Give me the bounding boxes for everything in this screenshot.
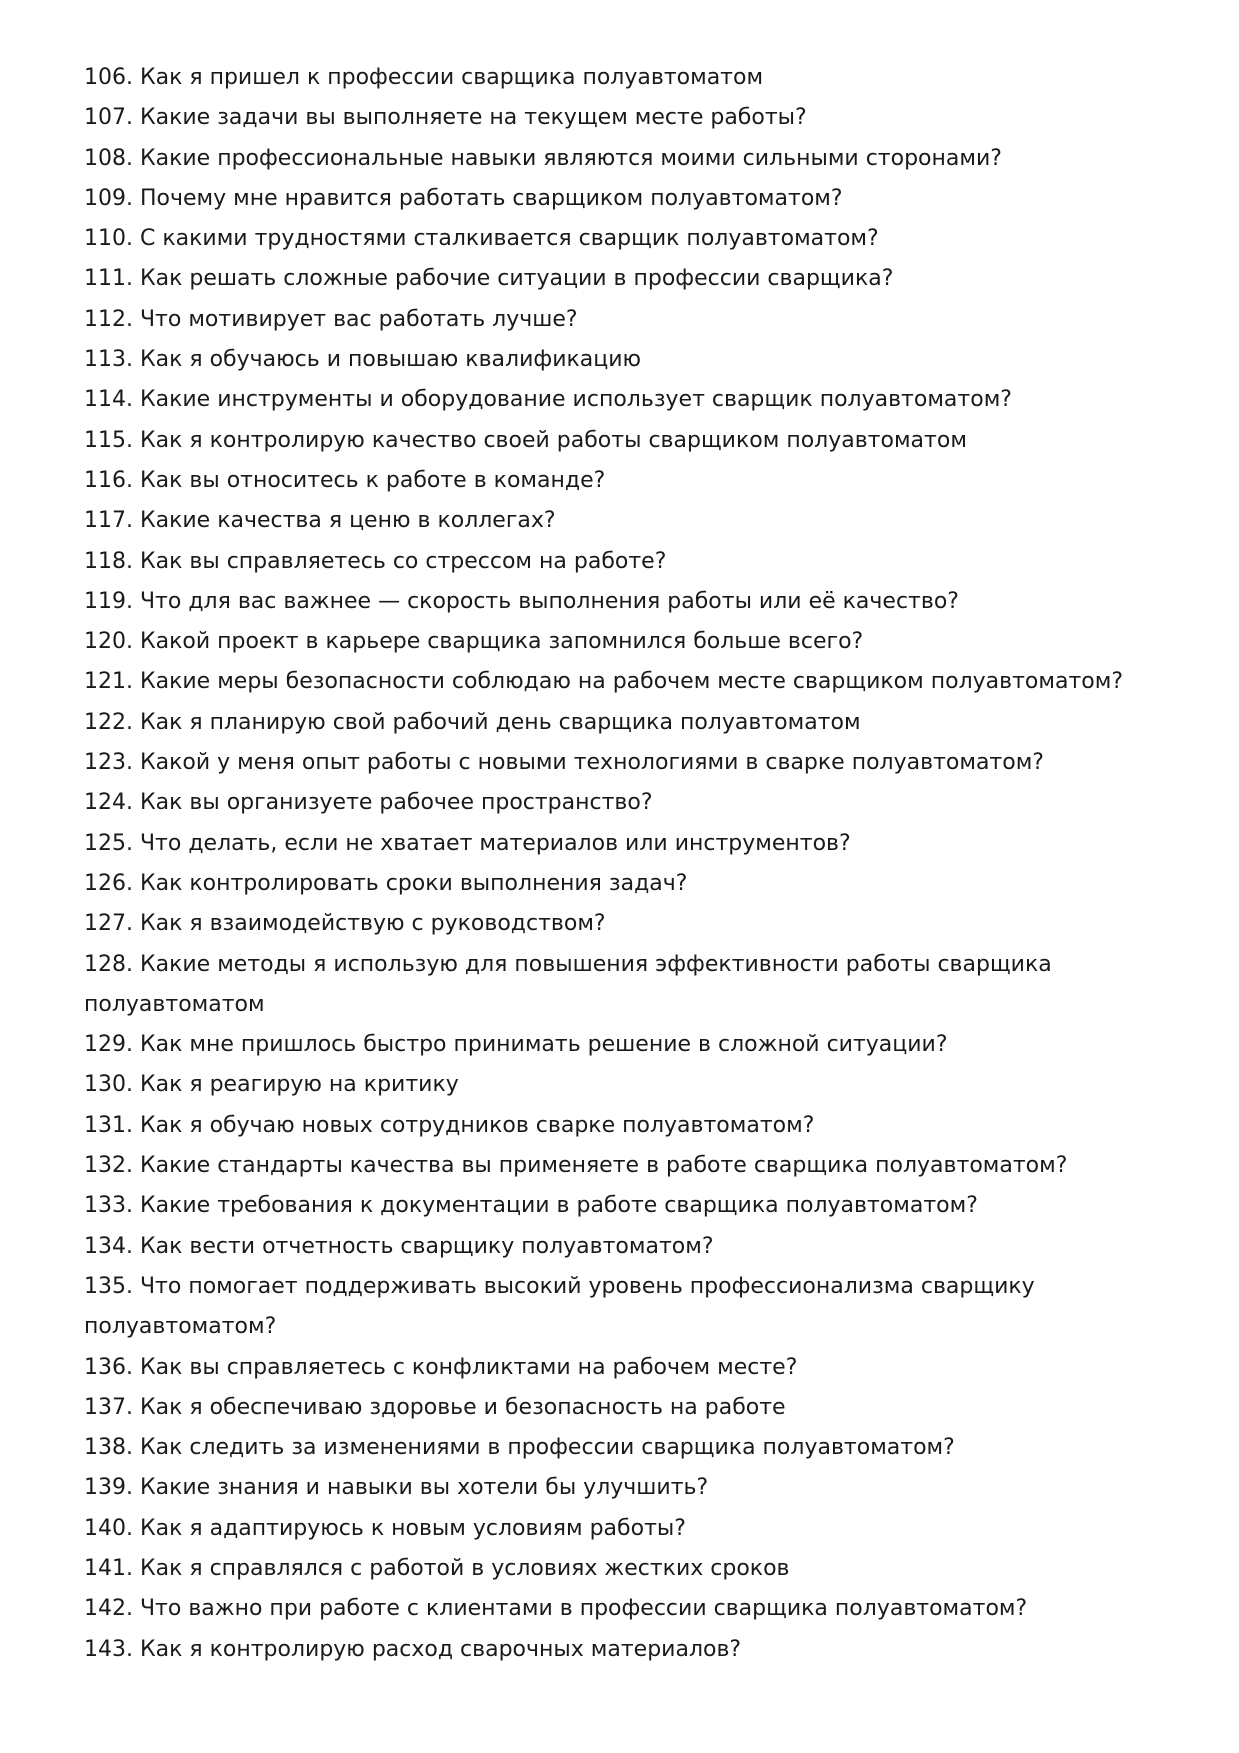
- question-item: 121. Какие меры безопасности соблюдаю на рабочем месте сварщиком полуавтоматом?: [84, 669, 1123, 695]
- question-list: [84, 58, 1174, 1670]
- question-item: 128. Какие методы я использую для повышения эффективности работы сварщика полуавтоматом: [84, 951, 1052, 1017]
- question-item: 117. Какие качества я ценю в коллегах?: [84, 508, 556, 534]
- question-item: 139. Какие знания и навыки вы хотели бы улучшить?: [84, 1475, 709, 1501]
- question-item: 140. Как я адаптируюсь к новым условиям работы?: [84, 1515, 686, 1541]
- question-item: 111. Как решать сложные рабочие ситуации в профессии сварщика?: [84, 266, 894, 292]
- question-item: 133. Какие требования к документации в работе сварщика полуавтоматом?: [84, 1193, 978, 1219]
- question-item: 135. Что помогает поддерживать высокий уровень профессионализма сварщику полуавтоматом?: [84, 1273, 1035, 1340]
- question-item: 126. Как контролировать сроки выполнения задач?: [84, 870, 688, 896]
- question-item: 109. Почему мне нравится работать сварщиком полуавтоматом?: [84, 185, 843, 211]
- question-item: 116. Как вы относитесь к работе в команде?: [84, 467, 606, 493]
- question-item: 114. Какие инструменты и оборудование использует сварщик полуавтоматом?: [84, 387, 1012, 413]
- question-item: 118. Как вы справляетесь со стрессом на работе?: [84, 548, 667, 574]
- question-item: 115. Как я контролирую качество своей работы сварщиком полуавтоматом: [84, 427, 967, 453]
- question-item: 142. Что важно при работе с клиентами в профессии сварщика полуавтоматом?: [84, 1596, 1028, 1622]
- question-item: 113. Как я обучаюсь и повышаю квалификацию: [84, 347, 642, 373]
- question-item: 122. Как я планирую свой рабочий день сварщика полуавтоматом: [84, 709, 861, 735]
- question-item: 134. Как вести отчетность сварщику полуавтоматом?: [84, 1233, 714, 1259]
- question-item: 141. Как я справлялся с работой в условиях жестких сроков: [84, 1555, 790, 1581]
- question-item: 131. Как я обучаю новых сотрудников сварке полуавтоматом?: [84, 1112, 815, 1138]
- question-item: 108. Какие профессиональные навыки являются моими сильными сторонами?: [84, 145, 1002, 171]
- question-item: 129. Как мне пришлось быстро принимать решение в сложной ситуации?: [84, 1032, 948, 1058]
- question-item: 120. Какой проект в карьере сварщика запомнился больше всего?: [84, 629, 864, 655]
- question-item: 123. Какой у меня опыт работы с новыми технологиями в сварке полуавтоматом?: [84, 750, 1044, 776]
- question-item: 112. Что мотивирует вас работать лучше?: [84, 306, 578, 332]
- document-page: [84, 58, 1174, 1670]
- question-item: 143. Как я контролирую расход сварочных материалов?: [84, 1636, 742, 1662]
- question-item: 130. Как я реагирую на критику: [84, 1072, 459, 1098]
- question-item: 124. Как вы организуете рабочее пространство?: [84, 790, 653, 816]
- question-item: 138. Как следить за изменениями в профессии сварщика полуавтоматом?: [84, 1435, 955, 1461]
- question-item: 137. Как я обеспечиваю здоровье и безопасность на работе: [84, 1394, 786, 1420]
- question-item: 132. Какие стандарты качества вы применяете в работе сварщика полуавтоматом?: [84, 1153, 1068, 1179]
- question-item: 136. Как вы справляетесь с конфликтами на рабочем месте?: [84, 1354, 798, 1380]
- question-item: 127. Как я взаимодействую с руководством?: [84, 911, 606, 937]
- question-item: 119. Что для вас важнее — скорость выполнения работы или её качество?: [84, 588, 959, 614]
- question-item: 110. С какими трудностями сталкивается сварщик полуавтоматом?: [84, 226, 879, 252]
- question-item: 106. Как я пришел к профессии сварщика полуавтоматом: [84, 65, 764, 90]
- question-item: 125. Что делать, если не хватает материалов или инструментов?: [84, 830, 851, 856]
- question-item: 107. Какие задачи вы выполняете на текущем месте работы?: [84, 105, 807, 131]
